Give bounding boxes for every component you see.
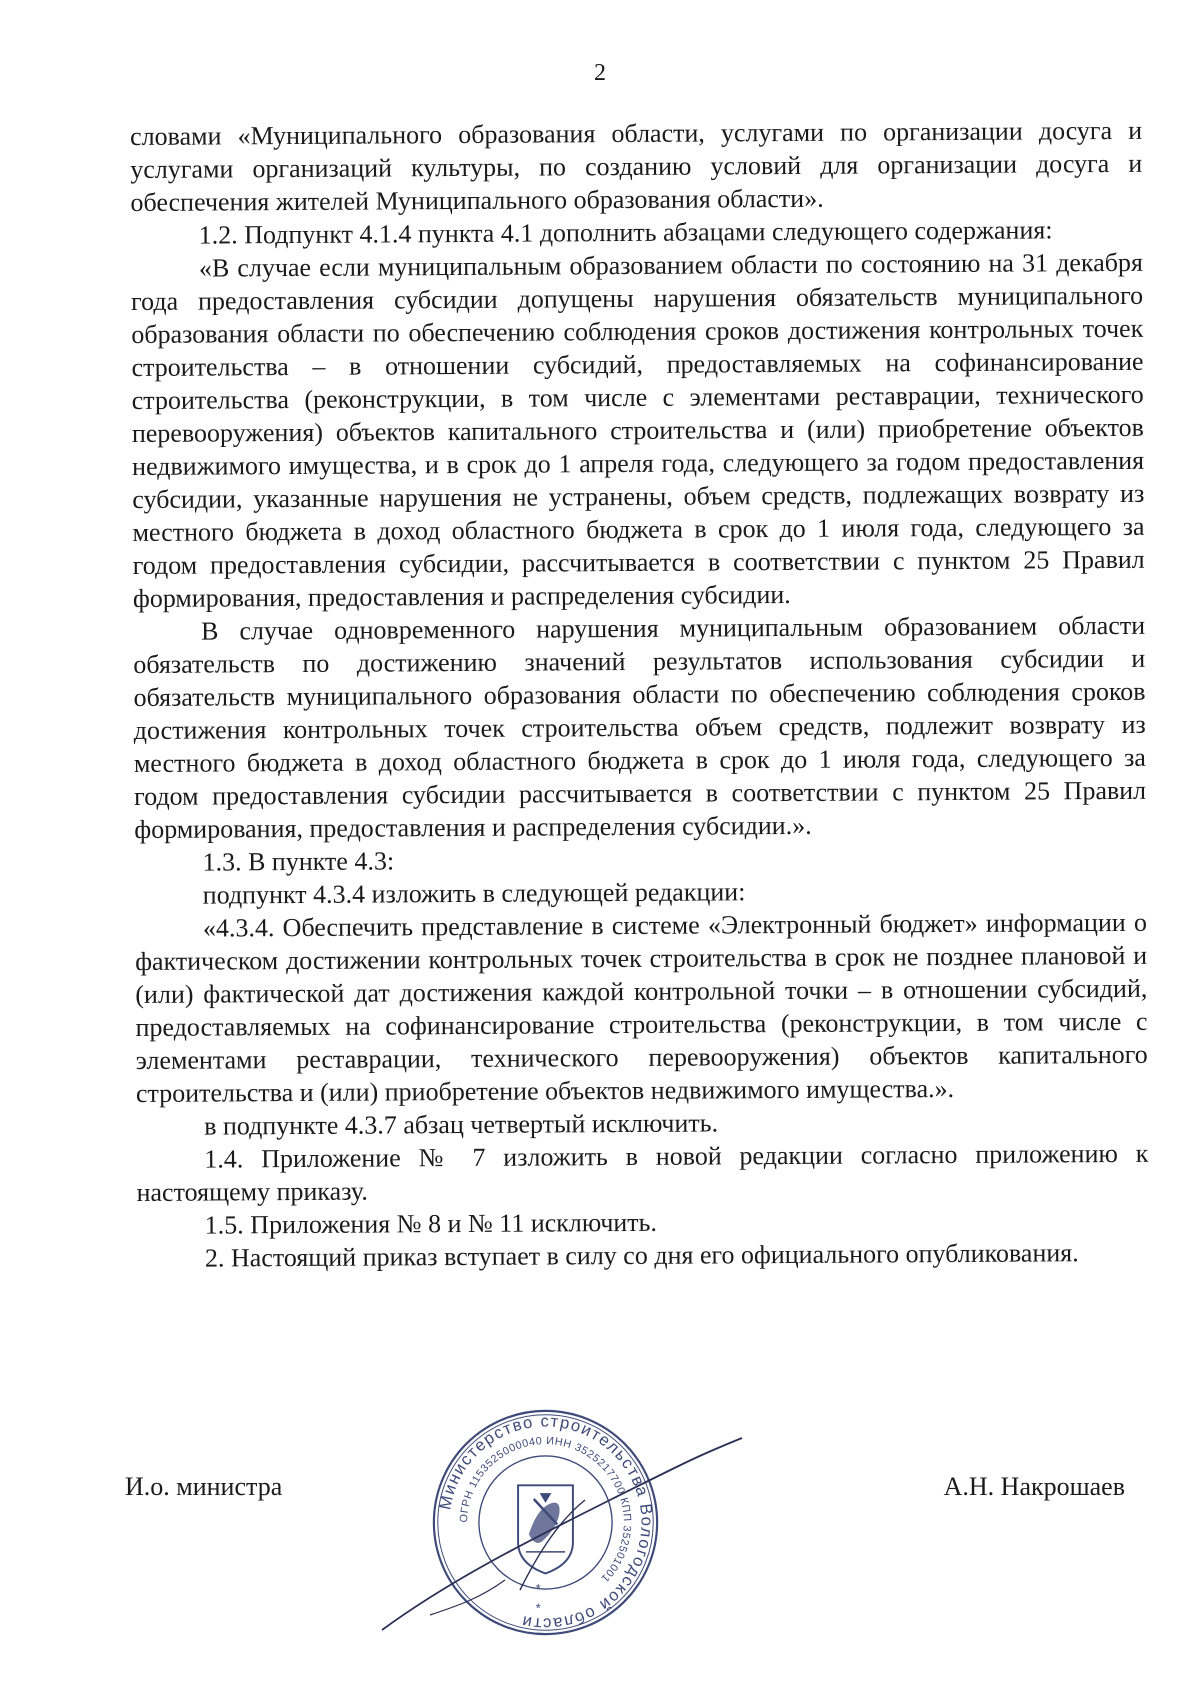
stamp-outer-text: Министерство строительства Вологодской области: [435, 1411, 657, 1634]
paragraph-2: 2. Настоящий приказ вступает в силу со дня его официального опубликования.: [204, 1238, 1079, 1273]
paragraph-quote-1: «В случае если муниципальным образованием области по состоянию на 31 декабря года предоставления субсидии допущены нарушения обязательств муниципального образования области по обеспечению соблюдения сроков достижения контрольных точек строительства – в отношении субсидий, предоставляемых на софинансирование строительства (реконструкции, в том числе с элементами реставрации, технического перевооружения) объектов капитального строительства и (или) приобретение объектов недвижимого имущества, и в срок до 1 апреля года, следующего за годом предоставления субсидии, указанные нарушения не устранены, объем средств, подлежащих возврату из местного бюджета в доход областного бюджета в срок до 1 июля года, следующего за годом предоставления субсидии, рассчитывается в соответствии с пунктом 25 Правил формирования, предоставления и распределения субсидии.: [131, 247, 1145, 613]
paragraph-1-5: 1.5. Приложения № 8 и № 11 исключить.: [204, 1207, 658, 1240]
paragraph-4-3-7: в подпункте 4.3.7 абзац четвертый исключить.: [204, 1108, 719, 1141]
paragraph-1-4: 1.4. Приложение № 7 изложить в новой редакции согласно приложению к настоящему приказу.: [136, 1138, 1149, 1207]
paragraph-1-3: 1.3. В пункте 4.3:: [202, 846, 395, 877]
page-number: 2: [594, 60, 606, 86]
paragraph-1-2: 1.2. Подпункт 4.1.4 пункта 4.1 дополнить абзацами следующего содержания:: [198, 215, 1053, 250]
svg-text:*: *: [535, 1600, 541, 1616]
paragraph-continuation: словами «Муниципального образования области, услугами по организации досуга и услугами организаций культуры, по созданию условий для организации досуга и обеспечения жителей Муниципального образования области».: [130, 115, 1143, 217]
signatory-title: И.о. министра: [125, 1472, 283, 1501]
stamp-inner-text: ОГРН 1153525000040 ИНН 3525217700 КПП 352501001: [458, 1435, 633, 1585]
paragraph-4-3-4-intro: подпункт 4.3.4 изложить в следующей редакции:: [202, 877, 746, 910]
paragraph-4-3-4: «4.3.4. Обеспечить представление в системе «Электронный бюджет» информации о фактическом достижении контрольных точек строительства в срок не позднее плановой и (или) фактической дат достижения каждой контрольной точки – в отношении субсидий, предоставляемых на софинансирование строительства (реконструкции, в том числе с элементами реставрации, технического перевооружения) объектов капитального строительства и (или) приобретение объектов недвижимого имущества.».: [135, 907, 1148, 1108]
paragraph-quote-2: В случае одновременного нарушения муниципальным образованием области обязательств по достижению значений результатов использования субсидии и обязательств муниципального образования области по обеспечению соблюдения сроков достижения контрольных точек строительства объем средств, подлежит возврату из местного бюджета в доход областного бюджета в срок до 1 июля года, следующего за годом предоставления субсидии рассчитывается в соответствии с пунктом 25 Правил формирования, предоставления и распределения субсидии.».: [133, 610, 1147, 844]
signatory-name: А.Н. Накрошаев: [943, 1472, 1125, 1501]
document-body: [130, 114, 1149, 1275]
handwritten-signature: [370, 1430, 750, 1640]
svg-text:*: *: [535, 1581, 541, 1596]
